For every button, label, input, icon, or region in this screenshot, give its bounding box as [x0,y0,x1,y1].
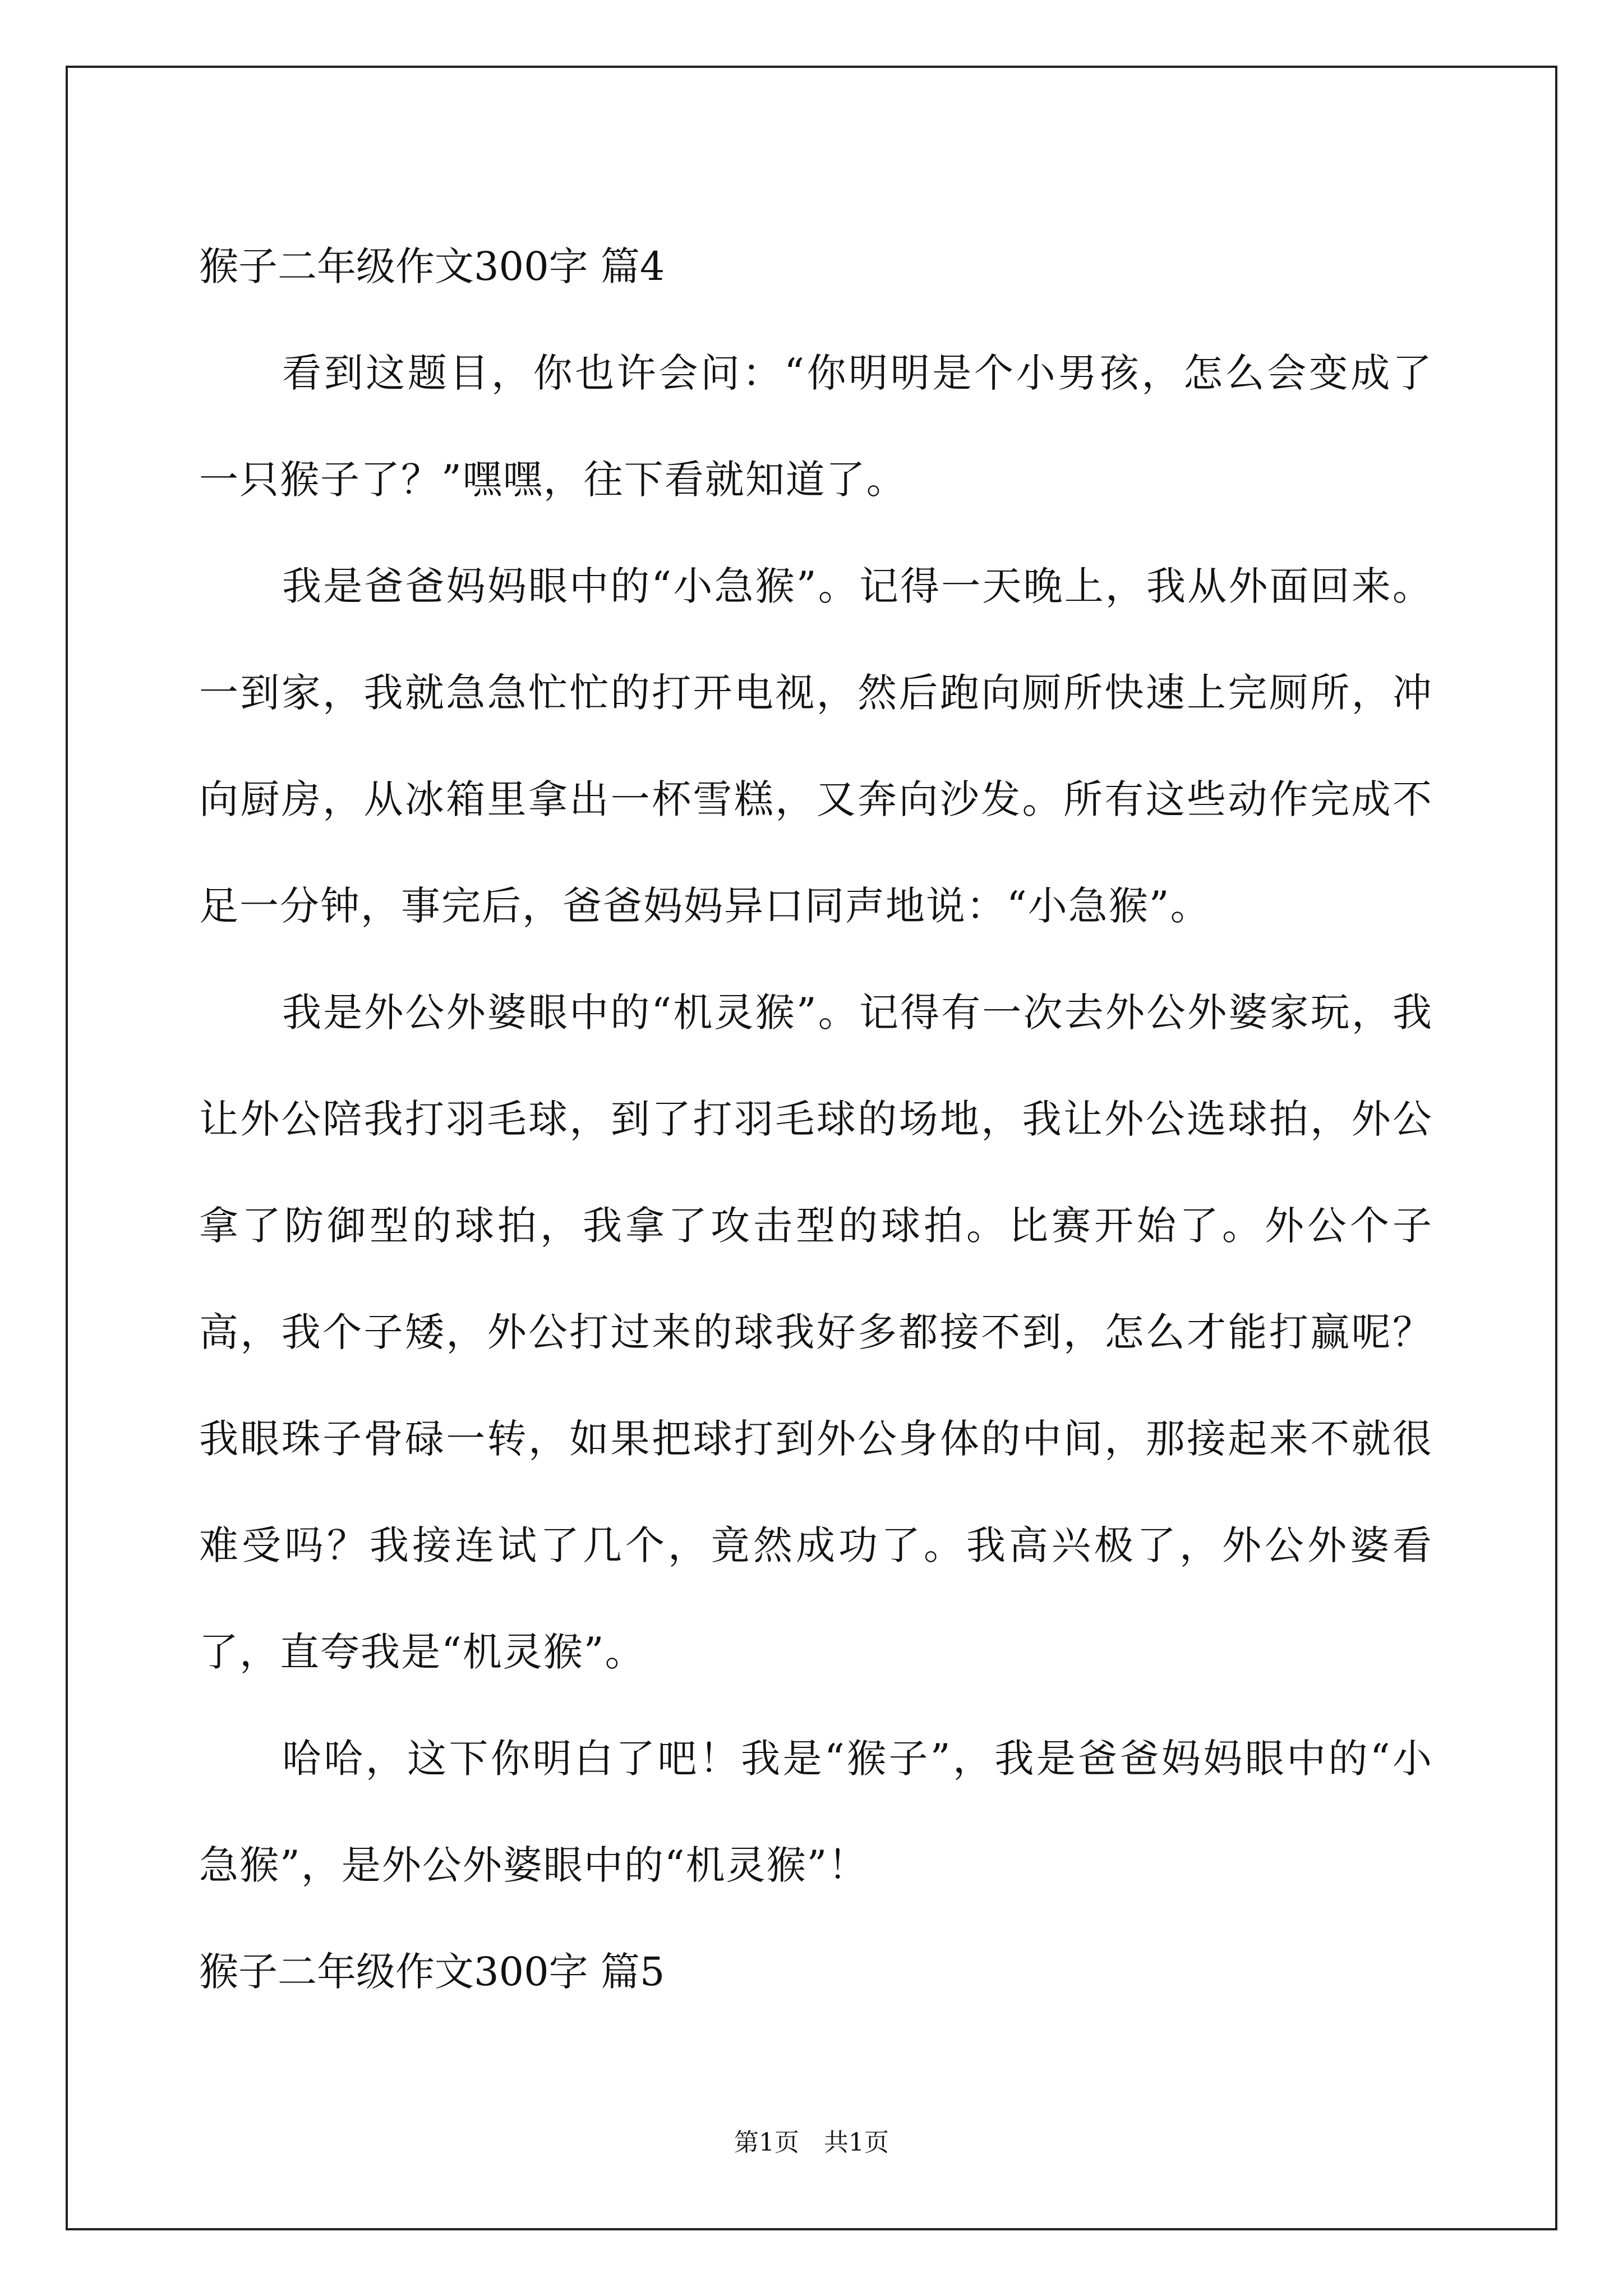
paragraph-4: 哈哈，这下你明白了吧！我是“猴子”，我是爸爸妈妈眼中的“小急猴”，是外公外婆眼中的“机灵猴”！ [199,1736,1433,1888]
document-body [199,213,1433,2025]
paragraph-1: 看到这题目，你也许会问：“你明明是个小男孩，怎么会变成了一只猴子了？”嘿嘿，往下看就知道了。 [199,350,1433,503]
paragraph-3: 我是外公外婆眼中的“机灵猴”。记得有一次去外公外婆家玩，我让外公陪我打羽毛球，到了打羽毛球的场地，我让外公选球拍，外公拿了防御型的球拍，我拿了攻击型的球拍。比赛开始了。外公个子高，我个子矮，外公打过来的球我好多都接不到，怎么才能打赢呢？我眼珠子骨碌一转，如果把球打到外公身体的中间，那接起来不就很难受吗？我接连试了几个，竟然成功了。我高兴极了，外公外婆看了，直夸我是“机灵猴”。 [199,990,1433,1675]
section-heading-4: 猴子二年级作文300字 篇4 [199,243,665,289]
section-heading-5: 猴子二年级作文300字 篇5 [199,1949,665,1995]
paragraph-2: 我是爸爸妈妈眼中的“小急猴”。记得一天晚上，我从外面回来。一到家，我就急急忙忙的打开电视，然后跑向厕所快速上完厕所，冲向厨房，从冰箱里拿出一杯雪糕，又奔向沙发。所有这些动作完成不足一分钟，事完后，爸爸妈妈异口同声地说：“小急猴”。 [199,563,1433,929]
page-footer: 第1页 共1页 [734,2128,889,2157]
